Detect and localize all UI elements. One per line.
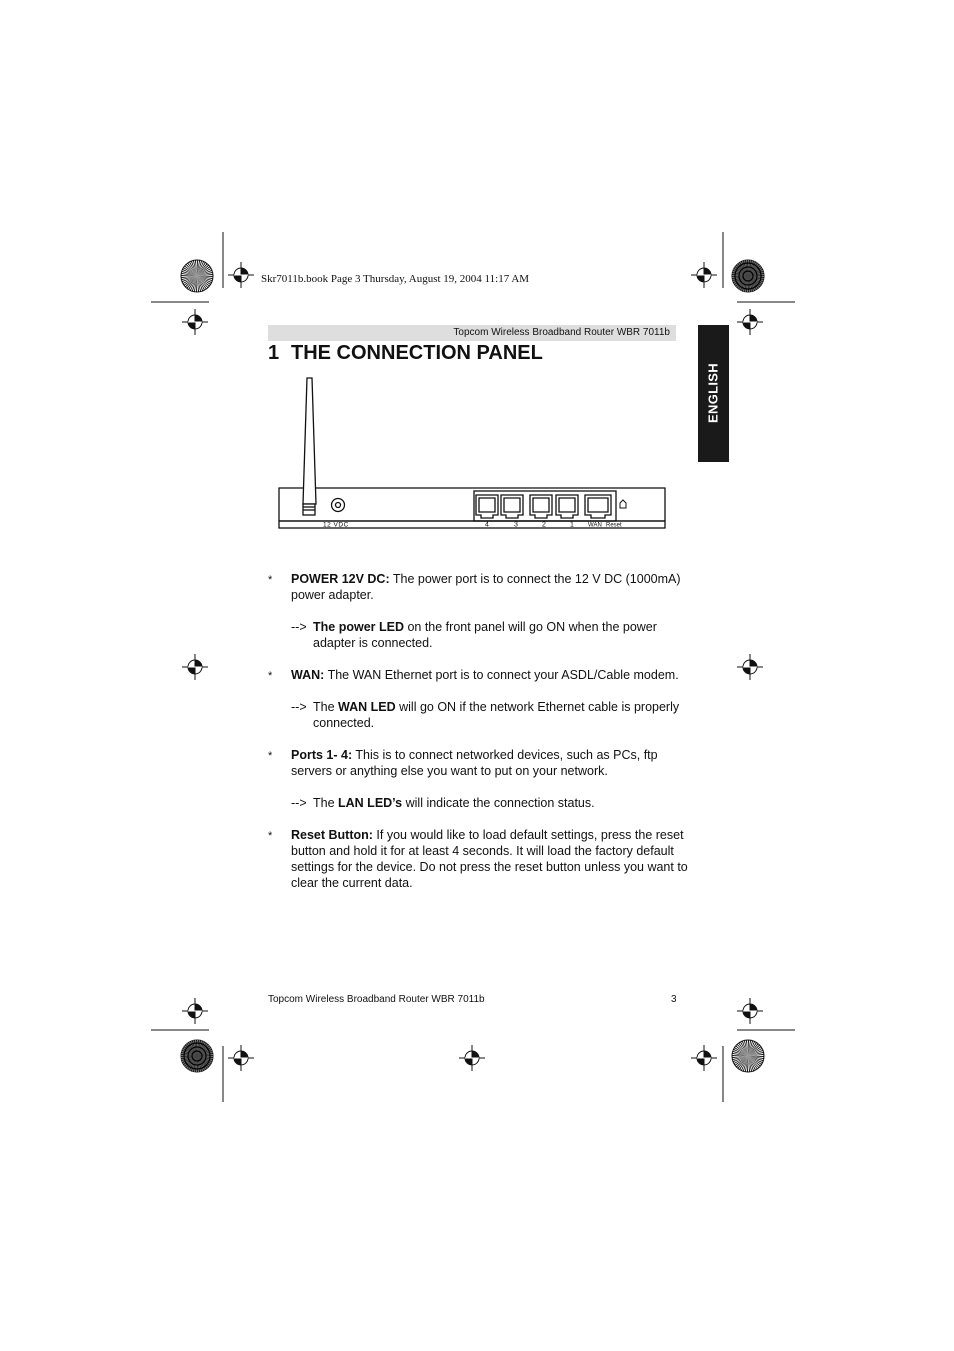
item-term: Reset Button: (291, 828, 373, 842)
page-number: 3 (671, 994, 677, 1005)
router-connection-panel-illustration (276, 376, 668, 532)
panel-body (279, 488, 665, 521)
note-text (313, 699, 688, 731)
registration-mark (691, 1045, 717, 1071)
reset-button (620, 500, 626, 508)
note-description: will go ON if the network Ethernet cable is properly connected. (313, 700, 680, 730)
list-item-wan (268, 667, 688, 683)
item-description: This is to connect networked devices, such as PCs, ftp servers or anything else you want to put on your network. (291, 748, 658, 778)
note-arrow: --> (291, 700, 307, 714)
footer-title: Topcom Wireless Broadband Router WBR 7011b (268, 994, 485, 1005)
registration-mark (737, 309, 763, 335)
lan-port-4 (476, 495, 498, 518)
power-jack-label: 12 VDC (323, 521, 349, 529)
note-prefix: The (313, 796, 339, 810)
starburst-target (732, 1040, 764, 1072)
connection-items-list (268, 571, 688, 907)
section-number: 1 (268, 342, 280, 364)
language-tab-label: ENGLISH (705, 363, 721, 423)
section-title (268, 342, 543, 365)
item-description: The power port is to connect the 12 V DC (1000mA) power adapter. (291, 572, 681, 602)
registration-mark (182, 654, 208, 680)
bullet: * (268, 750, 273, 762)
print-slug: Skr7011b.book Page 3 Thursday, August 19, 2004 11:17 AM (261, 273, 530, 285)
port-label-wan: WAN (588, 522, 602, 529)
registration-mark (691, 262, 717, 288)
note-lan-leds (268, 795, 688, 811)
note-description: will indicate the connection status. (402, 796, 595, 810)
port-label-4: 4 (485, 521, 489, 529)
section-title-text: THE CONNECTION PANEL (291, 342, 543, 364)
bullet: * (268, 830, 273, 842)
running-header-title: Topcom Wireless Broadband Router WBR 7011b (453, 327, 670, 338)
note-arrow: --> (291, 620, 307, 634)
note-text (313, 619, 688, 651)
bullet: * (268, 574, 273, 586)
running-header (268, 325, 676, 341)
note-text (313, 795, 688, 811)
power-jack (332, 499, 345, 512)
item-term: Ports 1- 4: (291, 748, 353, 762)
bullet: * (268, 670, 273, 682)
starburst-target (181, 1040, 213, 1072)
item-description: If you would like to load default settings, press the reset button and hold it for at least 4 seconds. It will load the factory default settings for the device. Do not press the reset button unless you want to clear the current data. (291, 828, 688, 890)
registration-mark (182, 998, 208, 1024)
registration-mark (737, 654, 763, 680)
note-wan-led (268, 699, 688, 731)
port-label-1: 1 (570, 521, 574, 529)
list-item-power (268, 571, 688, 603)
item-text (291, 571, 688, 603)
list-item-reset (268, 827, 688, 891)
item-term: POWER 12V DC: (291, 572, 390, 586)
lan-port-2 (530, 495, 552, 518)
registration-mark (182, 309, 208, 335)
item-text (291, 827, 688, 891)
item-description: The WAN Ethernet port is to connect your ASDL/Cable modem. (324, 668, 679, 682)
registration-mark (228, 262, 254, 288)
wan-port (585, 495, 611, 518)
registration-mark (737, 998, 763, 1024)
list-item-ports (268, 747, 688, 779)
port-label-reset: Reset (606, 522, 622, 529)
note-prefix: The (313, 700, 339, 714)
lan-port-1 (556, 495, 578, 518)
note-description: on the front panel will go ON when the power adapter is connected. (313, 620, 657, 650)
port-label-3: 3 (514, 521, 518, 529)
note-arrow: --> (291, 796, 307, 810)
registration-mark (459, 1045, 485, 1071)
note-term: WAN LED (338, 700, 396, 714)
item-text (291, 747, 688, 779)
lan-port-3 (501, 495, 523, 518)
port-label-2: 2 (542, 521, 546, 529)
antenna (303, 378, 316, 504)
item-term: WAN: (291, 668, 325, 682)
registration-mark (228, 1045, 254, 1071)
starburst-target (181, 260, 213, 292)
item-text (291, 667, 688, 683)
note-power-led (268, 619, 688, 651)
note-term: The power LED (313, 620, 404, 634)
starburst-target (732, 260, 764, 292)
note-term: LAN LED’s (338, 796, 403, 810)
language-tab (698, 325, 729, 462)
